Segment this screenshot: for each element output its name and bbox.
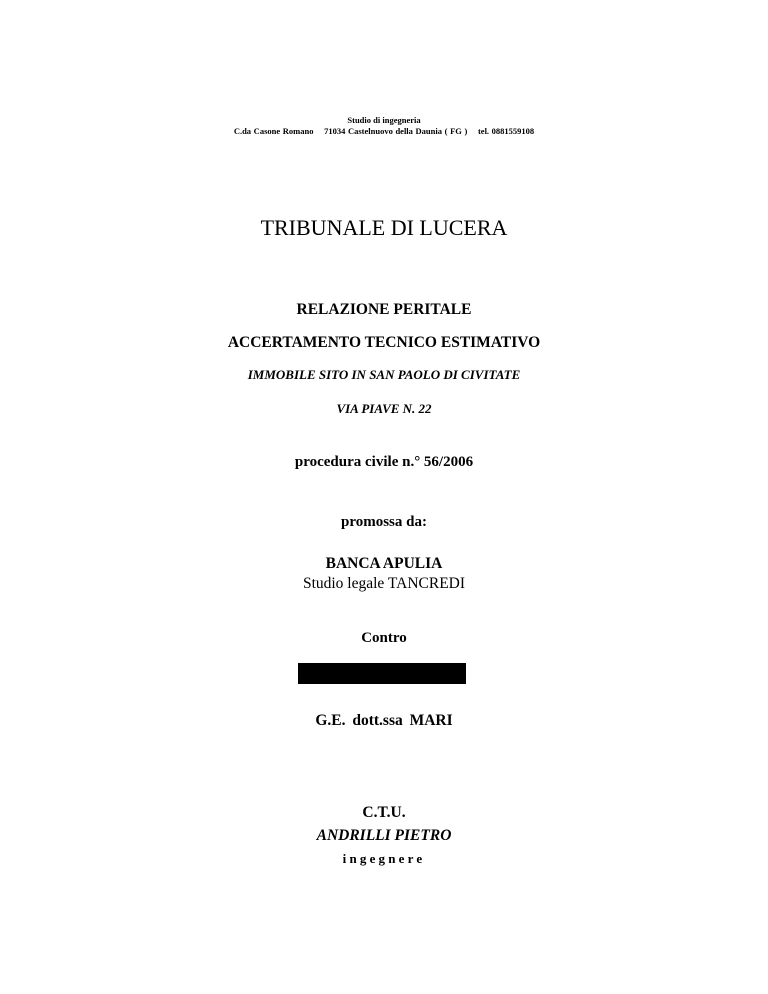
court-title: TRIBUNALE DI LUCERA [260,215,508,240]
expert-profession: ingegnere [342,851,426,866]
property-street: VIA PIAVE N. 22 [336,401,432,416]
expert-name: ANDRILLI PIETRO [316,827,452,844]
procedure-number: procedura civile n.° 56/2006 [294,454,474,470]
report-title: RELAZIONE PERITALE [296,301,472,318]
plaintiff-law-firm: Studio legale TANCREDI [302,575,466,592]
header-address: 71034 Castelnuovo della Daunia ( FG ) [324,126,468,136]
promoted-by-label: promossa da: [341,514,427,530]
report-type: ACCERTAMENTO TECNICO ESTIMATIVO [227,334,541,351]
header-locality: C.da Casone Romano [233,126,314,136]
header-phone: tel. 0881559108 [477,126,535,136]
ctu-label: C.T.U. [362,804,406,821]
against-label: Contro [361,630,407,646]
header-studio: Studio di ingegneria [347,115,421,125]
redacted-defendant-name [298,663,466,684]
header-address-line [0,126,768,136]
judge-name: G.E. dott.ssa MARI [315,712,453,729]
plaintiff-bank: BANCA APULIA [325,555,443,572]
property-location: IMMOBILE SITO IN SAN PAOLO DI CIVITATE [247,367,521,382]
